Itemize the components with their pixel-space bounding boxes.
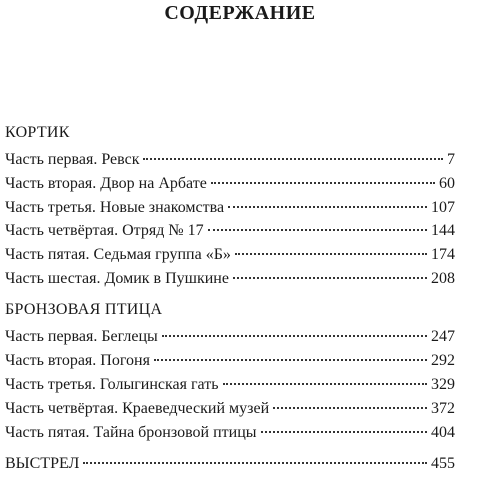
dot-leader [154, 359, 427, 361]
section-title-bronzovaya-ptitsa: БРОНЗОВАЯ ПТИЦА [5, 301, 163, 318]
toc-entry[interactable] [5, 175, 455, 197]
dot-leader [211, 182, 435, 184]
toc-entry[interactable] [5, 455, 455, 477]
dot-leader [223, 383, 427, 385]
toc-entry-label: Часть пятая. Седьмая группа «Б» [5, 246, 231, 263]
toc-entry-page: 174 [431, 246, 455, 263]
toc-entry-page: 144 [431, 222, 455, 239]
dot-leader [233, 277, 427, 279]
toc-entry-label: Часть первая. Ревск [5, 151, 140, 168]
dot-leader [208, 229, 427, 231]
toc-entry[interactable] [5, 222, 455, 244]
toc-entry[interactable] [5, 199, 455, 221]
toc-entry-page: 329 [431, 376, 455, 393]
toc-entry-label: Часть вторая. Двор на Арбате [5, 175, 207, 192]
toc-entry-page: 292 [431, 352, 455, 369]
toc-entry-label: Часть четвёртая. Краеведческий музей [5, 400, 270, 417]
toc-entry[interactable] [5, 328, 455, 350]
toc-entry[interactable] [5, 424, 455, 446]
dot-leader [228, 206, 427, 208]
toc-entry-page: 7 [447, 151, 455, 168]
toc-entry[interactable] [5, 376, 455, 398]
toc-entry-label: Часть третья. Голыгинская гать [5, 376, 219, 393]
toc-entry-page: 455 [431, 455, 455, 472]
toc-entry[interactable] [5, 400, 455, 422]
toc-entry-label: Часть шестая. Домик в Пушкине [5, 270, 229, 287]
dot-leader [261, 431, 427, 433]
toc-entry[interactable] [5, 352, 455, 374]
toc-entry-page: 60 [439, 175, 455, 192]
dot-leader [235, 253, 427, 255]
toc-entry-label: Часть пятая. Тайна бронзовой птицы [5, 424, 257, 441]
toc-entry-page: 208 [431, 270, 455, 287]
toc-entry-page: 372 [431, 400, 455, 417]
toc-entry-label: Часть первая. Беглецы [5, 328, 158, 345]
dot-leader [162, 335, 427, 337]
toc-entry[interactable] [5, 246, 455, 268]
toc-entry-label: Часть четвёртая. Отряд № 17 [5, 222, 204, 239]
dot-leader [273, 407, 427, 409]
toc-entry-label: ВЫСТРЕЛ [5, 455, 80, 472]
toc-entry[interactable] [5, 151, 455, 173]
toc-entry[interactable] [5, 270, 455, 292]
page-title: СОДЕРЖАНИЕ [164, 2, 316, 24]
toc-entry-label: Часть вторая. Погоня [5, 352, 150, 369]
dot-leader [83, 462, 427, 464]
toc-entry-page: 107 [431, 199, 455, 216]
section-title-kortik: КОРТИК [5, 124, 70, 141]
dot-leader [143, 158, 443, 160]
toc-entry-page: 247 [431, 328, 455, 345]
toc-entry-page: 404 [431, 424, 455, 441]
toc-entry-label: Часть третья. Новые знакомства [5, 199, 225, 216]
